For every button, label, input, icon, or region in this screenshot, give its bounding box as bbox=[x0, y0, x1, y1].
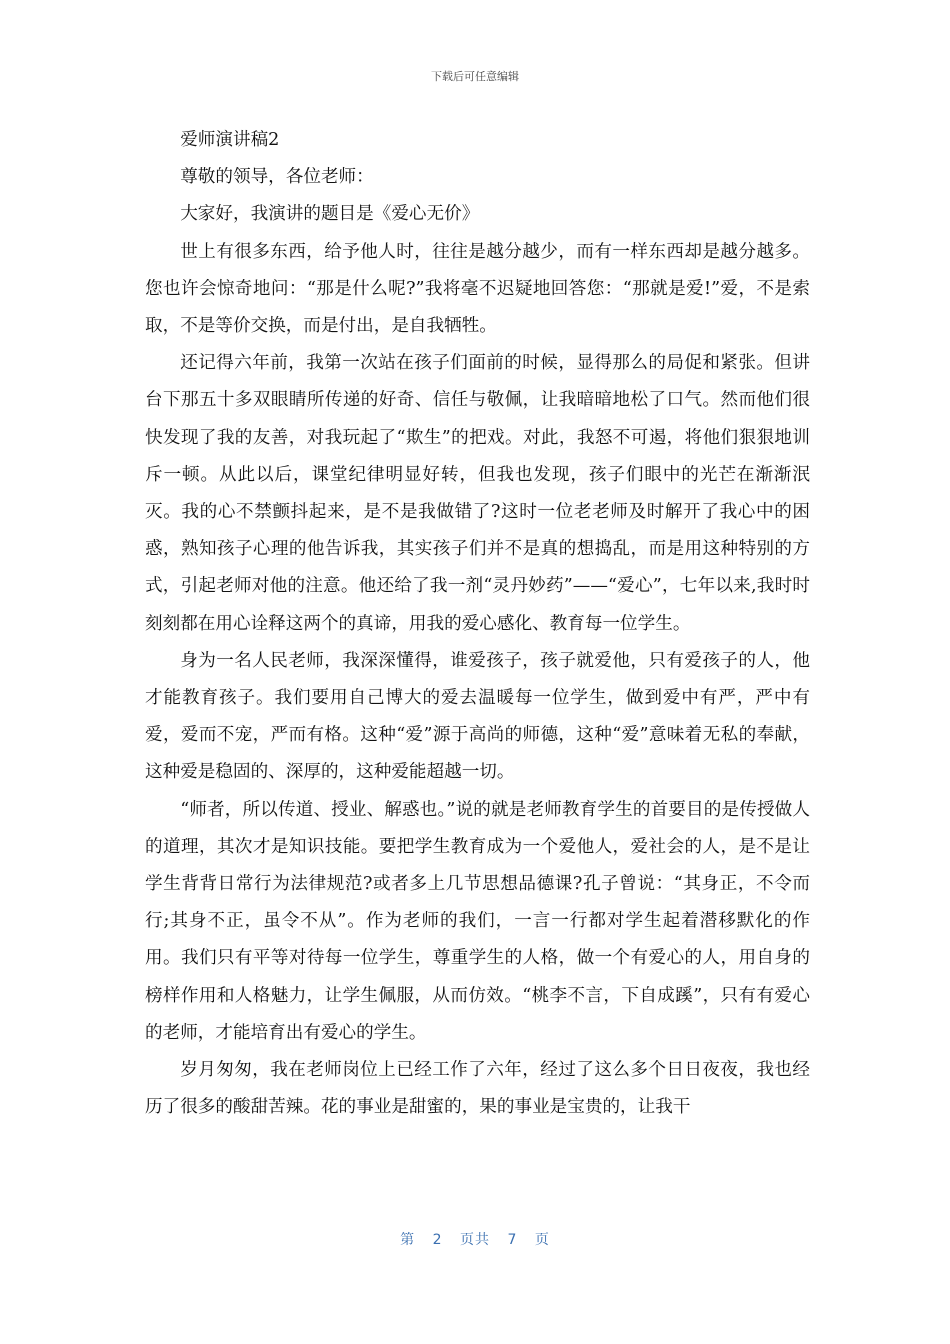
page-prefix: 第 bbox=[400, 1232, 416, 1248]
page-number bbox=[0, 1229, 950, 1249]
page-suffix: 页 bbox=[534, 1232, 550, 1248]
paragraph-1: 世上有很多东西，给予他人时，往往是越分越少，而有一样东西却是越分越多。您也许会惊奇地问：“那是什么呢?”我将毫不迟疑地回答您：“那就是爱!”爱，不是索取，不是等价交换，而是付出，是自我牺牲。 bbox=[145, 241, 810, 337]
document-body bbox=[145, 122, 810, 1126]
document-title: 爱师演讲稿2 bbox=[180, 130, 280, 150]
paragraph-5: 岁月匆匆，我在老师岗位上已经工作了六年，经过了这么多个日日夜夜，我也经历了很多的酸甜苦辣。花的事业是甜蜜的，果的事业是宝贵的，让我干 bbox=[145, 1060, 810, 1118]
speech-intro: 大家好，我演讲的题目是《爱心无价》 bbox=[180, 204, 480, 225]
paragraph-4: “师者，所以传道、授业、解惑也。”说的就是老师教育学生的首要目的是传授做人的道理，其次才是知识技能。要把学生教育成为一个爱他人，爱社会的人，是不是让学生背背日常行为法律规范?或者多上几节思想品德课?孔子曾说：“其身正，不令而行;其身不正，虽令不从”。作为老师的我们，一言一行都对学生起着潜移默化的作用。我们只有平等对待每一位学生，尊重学生的人格，做一个有爱心的人，用自身的榜样作用和人格魅力，让学生佩服，从而仿效。“桃李不言，下自成蹊”，只有有爱心的老师，才能培育出有爱心的学生。 bbox=[145, 799, 810, 1043]
page-mid: 页共 bbox=[460, 1232, 490, 1248]
paragraph-2: 还记得六年前，我第一次站在孩子们面前的时候，显得那么的局促和紧张。但讲台下那五十多双眼睛所传递的好奇、信任与敬佩，让我暗暗地松了口气。然而他们很快发现了我的友善，对我玩起了“欺生”的把戏。对此，我怒不可遏，将他们狠狠地训斥一顿。从此以后，课堂纪律明显好转，但我也发现，孩子们眼中的光芒在渐渐泯灭。我的心不禁颤抖起来，是不是我做错了?这时一位老老师及时解开了我心中的困惑，熟知孩子心理的他告诉我，其实孩子们并不是真的想捣乱，而是用这种特别的方式，引起老师对他的注意。他还给了我一剂“灵丹妙药”——“爱心”，七年以来,我时时刻刻都在用心诠释这两个的真谛，用我的爱心感化、教育每一位学生。 bbox=[145, 353, 810, 634]
paragraph-3: 身为一名人民老师，我深深懂得，谁爱孩子，孩子就爱他，只有爱孩子的人，他才能教育孩子。我们要用自己博大的爱去温暖每一位学生，做到爱中有严，严中有爱，爱而不宠，严而有格。这种“爱”源于高尚的师德，这种“爱”意味着无私的奉献，这种爱是稳固的、深厚的，这种爱能超越一切。 bbox=[145, 650, 810, 783]
current-page: 2 bbox=[432, 1232, 443, 1248]
total-pages: 7 bbox=[507, 1232, 518, 1248]
page-header-note: 下载后可任意编辑 bbox=[431, 70, 519, 83]
salutation: 尊敬的领导，各位老师： bbox=[180, 167, 374, 188]
